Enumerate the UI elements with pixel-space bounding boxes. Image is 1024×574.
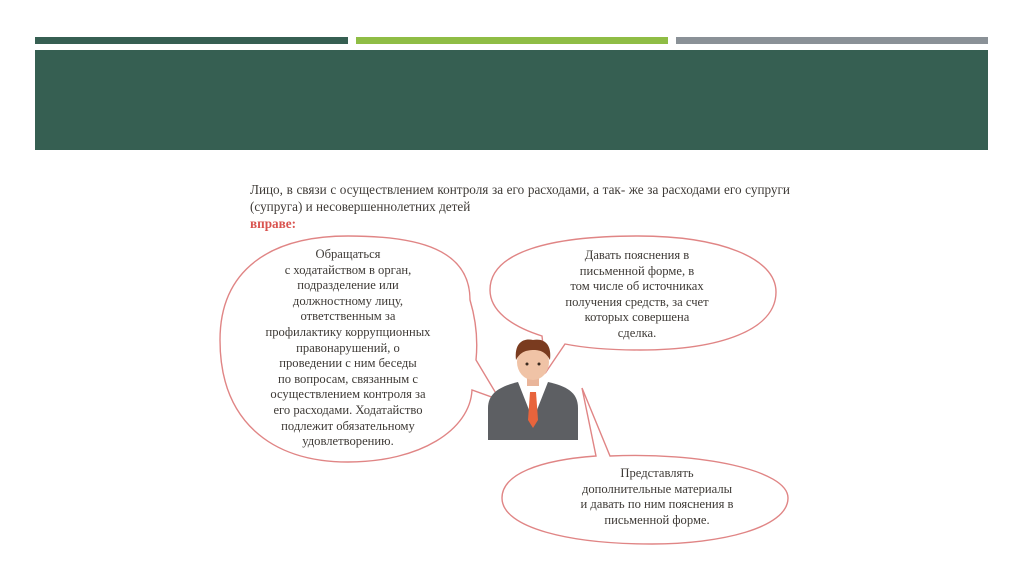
businessman-icon — [488, 340, 578, 440]
intro-highlight: вправе: — [250, 216, 297, 231]
right-bubble-text: Давать пояснения в письменной форме, в том числе об источниках получения средств, за счет которых совершена сделка. — [565, 248, 709, 340]
bottom-bubble-text: Представлять дополнительные материалы и давать по ним пояснения в письменной форме. — [580, 466, 734, 527]
intro-text: Лицо, в связи с осуществлением контроля за его расходами, а так- же за расходами его супруги (супруга) и несовершеннолетних детей — [250, 182, 790, 214]
left-bubble-text: Обращаться с ходатайством в орган, подразделение или должностному лицу, ответственным за профилактику коррупционных правонарушений, о проведении с ним беседы по вопросам, связанным с осуществлением контроля за его расходами. Ходатайство подлежит обязательному удовлетворению. — [265, 247, 431, 449]
intro-paragraph — [250, 181, 790, 232]
